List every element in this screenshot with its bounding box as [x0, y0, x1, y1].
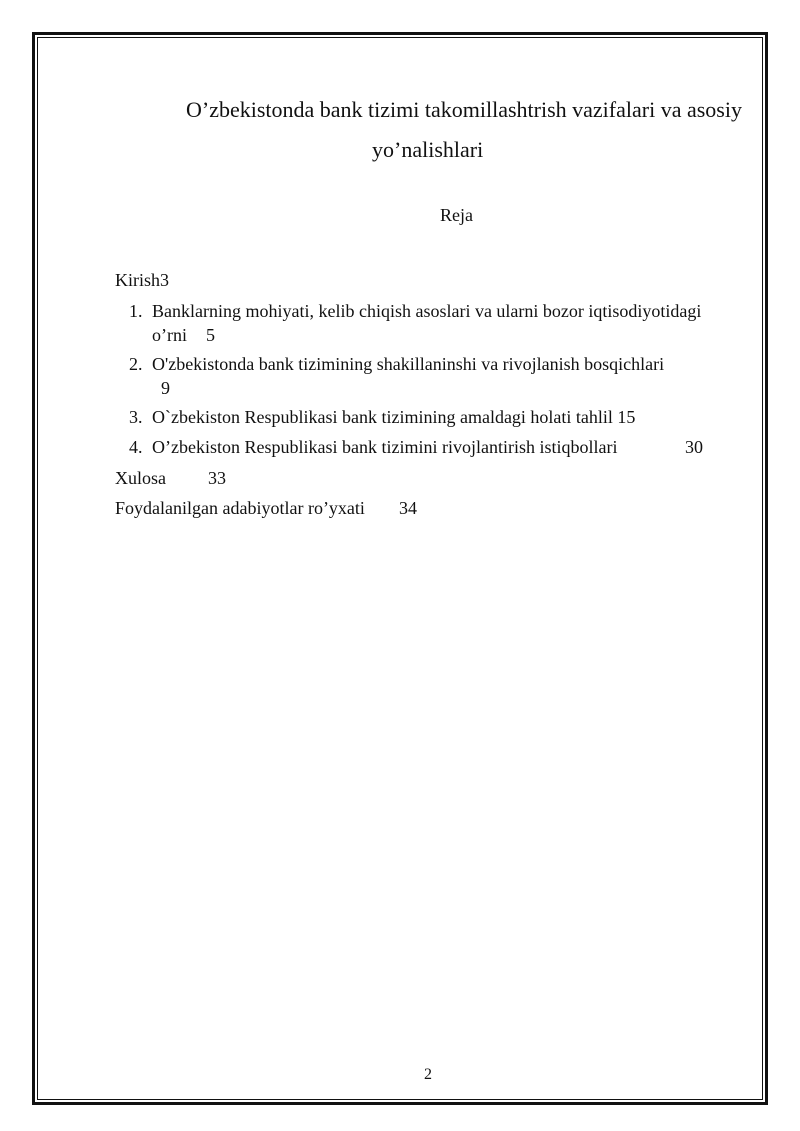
- document-title-line-1: O’zbekistonda bank tizimi takomillashtrish vazifalari va asosiy: [186, 97, 742, 122]
- toc-item-1-page: 5: [206, 325, 215, 345]
- toc-references-label: Foydalanilgan adabiyotlar ro’yxati: [115, 498, 365, 518]
- plan-heading: Reja: [440, 205, 473, 225]
- toc-item-4-number: 4.: [129, 437, 143, 457]
- toc-intro-page: 3: [160, 270, 169, 290]
- toc-item-3-line: [152, 407, 635, 428]
- page-border-inner: [37, 37, 763, 1100]
- toc-item-2-number: 2.: [129, 354, 143, 374]
- toc-item-3-page: 15: [617, 407, 636, 427]
- toc-intro: [115, 270, 169, 291]
- document-title-line-2: yo’nalishlari: [372, 137, 484, 162]
- toc-item-4-text: O’zbekiston Respublikasi bank tizimini rivojlantirish istiqbollari: [152, 437, 618, 457]
- toc-item-3-number: 3.: [129, 407, 143, 427]
- toc-references-page: 34: [399, 498, 417, 518]
- toc-conclusion-label: Xulosa: [115, 468, 166, 488]
- toc-item-1-number: 1.: [129, 301, 143, 321]
- toc-item-2-page: 9: [161, 378, 170, 398]
- toc-item-2-text: O'zbekistonda bank tizimining shakillaninshi va rivojlanish bosqichlari: [152, 354, 665, 374]
- toc-intro-label: Kirish: [115, 270, 160, 290]
- toc-conclusion-page: 33: [208, 468, 226, 488]
- page-number: 2: [424, 1066, 432, 1083]
- toc-item-1-line-2: [152, 325, 215, 346]
- toc-item-3-text: O`zbekiston Respublikasi bank tizimining amaldagi holati tahlil: [152, 407, 613, 427]
- toc-item-1-text-cont: o’rni: [152, 325, 187, 345]
- toc-item-1-line-1: Banklarning mohiyati, kelib chiqish asoslari va ularni bozor iqtisodiyotidagi: [152, 301, 702, 321]
- toc-item-4-page: 30: [685, 437, 703, 457]
